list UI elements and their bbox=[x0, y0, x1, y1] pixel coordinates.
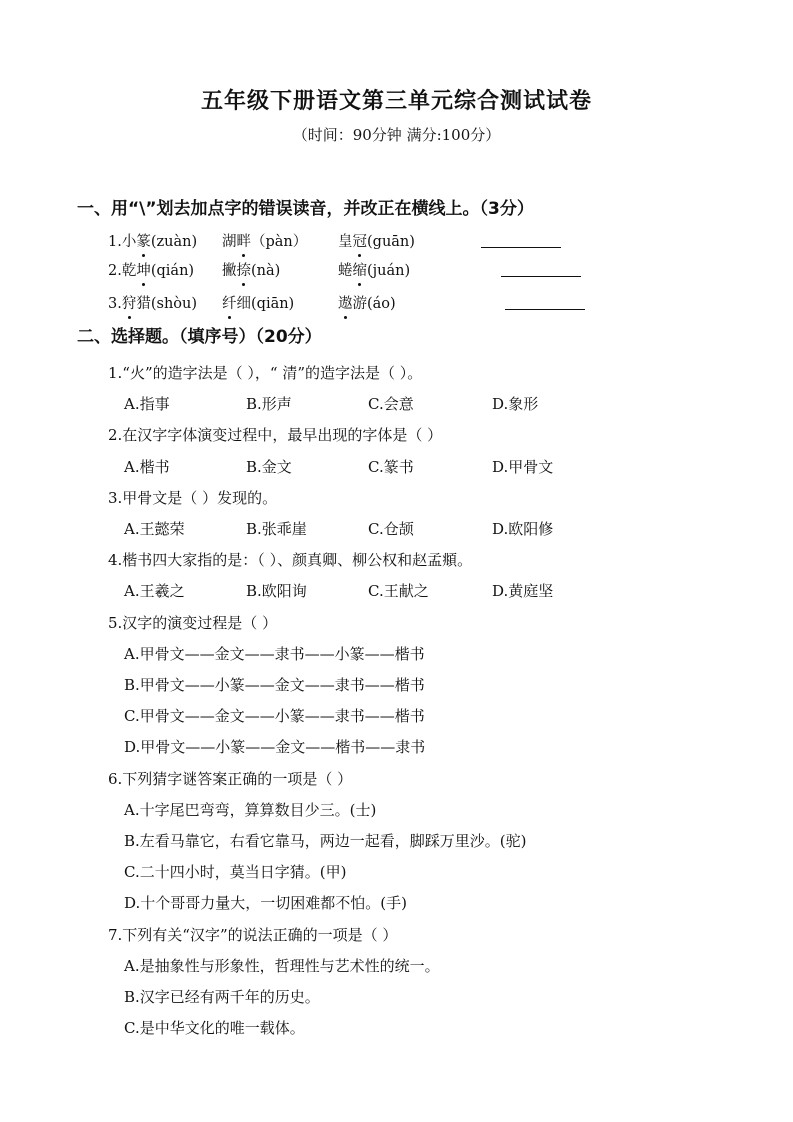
answer-blank-line[interactable] bbox=[481, 247, 561, 248]
answer-option[interactable]: B.金文 bbox=[246, 457, 292, 476]
pinyin-word-text: 湖 bbox=[222, 234, 237, 250]
dotted-character: 畔 bbox=[237, 230, 252, 251]
pinyin-word-text: 皇 bbox=[338, 234, 353, 250]
pinyin-reading: 游(áo) bbox=[352, 296, 396, 312]
pinyin-reading: (nà) bbox=[251, 263, 281, 279]
question-stem: 1.“火”的造字法是（ ），“ 清”的造字法是（ ）。 bbox=[108, 364, 423, 382]
answer-option[interactable]: A.王羲之 bbox=[124, 582, 185, 601]
answer-option[interactable]: A.指事 bbox=[124, 395, 170, 414]
pinyin-item bbox=[108, 259, 194, 280]
answer-option[interactable]: C.王献之 bbox=[368, 582, 429, 601]
pinyin-reading: (zuàn) bbox=[150, 234, 198, 250]
dotted-character: 遨 bbox=[338, 292, 353, 313]
question-stem: 4.楷书四大家指的是：（ ）、颜真卿、柳公权和赵孟頫。 bbox=[108, 551, 473, 570]
answer-option[interactable]: B.左看马靠它，右看它靠马，两边一起看，脚踩万里沙。(驼) bbox=[124, 832, 527, 850]
pinyin-reading: 细(qiān) bbox=[236, 296, 295, 312]
answer-option[interactable]: B.汉字已经有两千年的历史。 bbox=[124, 988, 320, 1006]
answer-option[interactable]: B.甲骨文——小篆——金文——隶书——楷书 bbox=[124, 676, 425, 694]
pinyin-word-text: 3. bbox=[108, 296, 122, 312]
pinyin-item bbox=[222, 259, 280, 280]
question-stem: 5.汉字的演变过程是（ ） bbox=[108, 613, 278, 632]
answer-option[interactable]: A.十字尾巴弯弯，算算数目少三。(士) bbox=[124, 800, 377, 819]
answer-option[interactable]: A.王懿荣 bbox=[124, 520, 185, 538]
exam-title: 五年级下册语文第三单元综合测试试卷 bbox=[200, 89, 592, 114]
pinyin-item bbox=[222, 230, 307, 251]
answer-option[interactable]: C.二十四小时，莫当日字猜。(甲) bbox=[124, 863, 347, 882]
answer-option[interactable]: C.会意 bbox=[368, 395, 414, 414]
pinyin-word-text: 2.乾 bbox=[108, 263, 137, 279]
pinyin-word-text: 蜷 bbox=[338, 263, 353, 279]
answer-option[interactable]: D.象形 bbox=[492, 395, 539, 414]
dotted-character: 篆 bbox=[136, 230, 151, 251]
pinyin-item bbox=[222, 292, 294, 313]
pinyin-item bbox=[108, 230, 197, 251]
dotted-character: 冠 bbox=[353, 230, 368, 251]
question-stem: 2.在汉字字体演变过程中，最早出现的字体是（ ） bbox=[108, 426, 443, 445]
dotted-character: 缩 bbox=[353, 259, 368, 280]
question-stem: 6.下列猜字谜答案正确的一项是（ ） bbox=[108, 769, 353, 788]
answer-option[interactable]: A.是抽象性与形象性，哲理性与艺术性的统一。 bbox=[124, 956, 440, 975]
answer-option[interactable]: A.楷书 bbox=[124, 457, 170, 476]
section-2-heading: 二、选择题。（填序号）（20分） bbox=[77, 327, 322, 347]
pinyin-reading: 猎(shòu) bbox=[136, 296, 198, 312]
answer-option[interactable]: C.甲骨文——金文——小篆——隶书——楷书 bbox=[124, 707, 425, 726]
answer-option[interactable]: C.篆书 bbox=[368, 457, 414, 476]
pinyin-word-text: 1.小 bbox=[108, 234, 137, 250]
answer-option[interactable]: D.十个哥哥力量大，一切困难都不怕。(手) bbox=[124, 894, 407, 913]
question-stem: 7.下列有关“汉字”的说法正确的一项是（ ） bbox=[108, 925, 398, 944]
answer-option[interactable]: D.欧阳修 bbox=[492, 520, 554, 538]
pinyin-reading: （pàn） bbox=[251, 234, 308, 250]
answer-option[interactable]: A.甲骨文——金文——隶书——小篆——楷书 bbox=[124, 644, 425, 663]
pinyin-item bbox=[338, 259, 410, 280]
answer-option[interactable]: D.甲骨文 bbox=[492, 457, 554, 476]
pinyin-item bbox=[108, 292, 197, 313]
pinyin-word-text: 撇 bbox=[222, 263, 237, 279]
answer-blank-line[interactable] bbox=[501, 276, 581, 277]
question-stem: 3.甲骨文是（ ）发现的。 bbox=[108, 488, 278, 507]
answer-option[interactable]: C.仓颉 bbox=[368, 520, 414, 538]
answer-option[interactable]: D.甲骨文——小篆——金文——楷书——隶书 bbox=[124, 738, 426, 757]
answer-option[interactable]: B.张乖崖 bbox=[246, 520, 307, 538]
answer-option[interactable]: B.欧阳询 bbox=[246, 582, 307, 601]
pinyin-item bbox=[338, 230, 415, 251]
section-1-heading: 一、用“\”划去加点字的错误读音，并改正在横线上。（3分） bbox=[77, 199, 534, 219]
pinyin-reading: (qián) bbox=[150, 263, 195, 279]
answer-option[interactable]: D.黄庭坚 bbox=[492, 582, 554, 601]
dotted-character: 狩 bbox=[122, 292, 137, 313]
dotted-character: 捺 bbox=[237, 259, 252, 280]
pinyin-reading: (juán) bbox=[367, 263, 411, 279]
pinyin-item bbox=[338, 292, 396, 313]
pinyin-reading: (guān) bbox=[367, 234, 415, 250]
dotted-character: 纤 bbox=[222, 292, 237, 313]
answer-option[interactable]: B.形声 bbox=[246, 395, 292, 414]
answer-blank-line[interactable] bbox=[505, 309, 585, 310]
answer-option[interactable]: C.是中华文化的唯一载体。 bbox=[124, 1019, 305, 1038]
exam-subtitle: （时间：90分钟 满分:100分） bbox=[292, 126, 501, 144]
dotted-character: 坤 bbox=[136, 259, 151, 280]
